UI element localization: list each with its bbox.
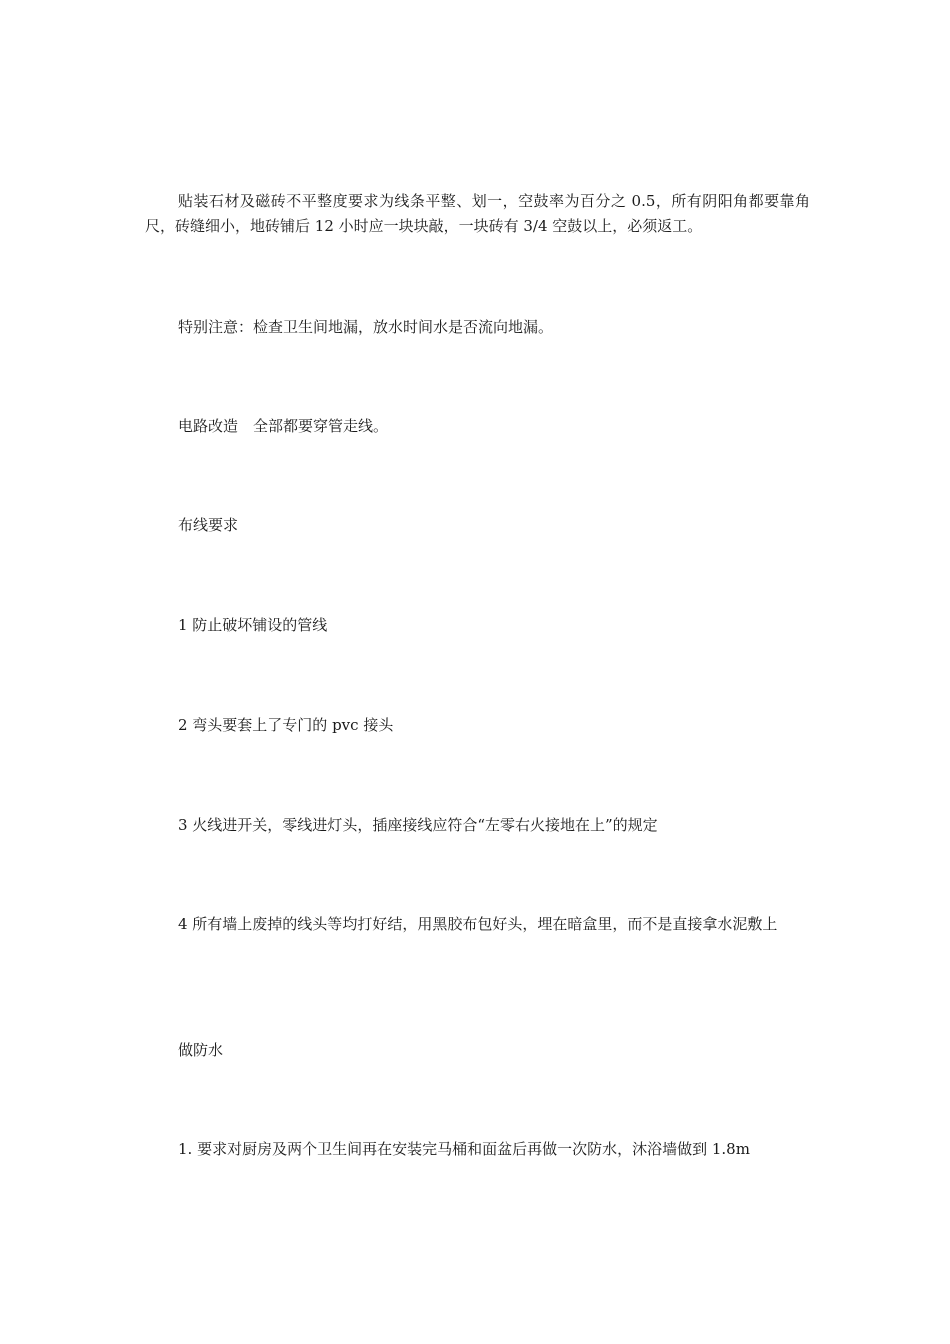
list-item-wiring-3: 3 火线进开关，零线进灯头，插座接线应符合“左零右火接地在上”的规定 xyxy=(178,816,658,834)
list-item-waterproofing-1: 1. 要求对厨房及两个卫生间再在安装完马桶和面盆后再做一次防水，沐浴墙做到 1.8m xyxy=(178,1140,750,1158)
paragraph-circuit-renovation: 电路改造 全部都要穿管走线。 xyxy=(178,417,389,435)
heading-wiring-requirements: 布线要求 xyxy=(178,516,239,534)
list-item-wiring-1: 1 防止破坏铺设的管线 xyxy=(178,616,328,634)
paragraph-tile-flatness: 贴装石材及磁砖不平整度要求为线条平整、划一，空鼓率为百分之 0.5，所有阴阳角都要靠角尺，砖缝细小，地砖铺后 12 小时应一块块敲，一块砖有 3/4 空鼓以上，必须返工。 xyxy=(145,192,810,235)
paragraph-special-note: 特别注意：检查卫生间地漏，放水时间水是否流向地漏。 xyxy=(178,318,554,336)
heading-waterproofing: 做防水 xyxy=(178,1041,224,1059)
list-item-wiring-2: 2 弯头要套上了专门的 pvc 接头 xyxy=(178,716,394,734)
list-item-wiring-4: 4 所有墙上废掉的线头等均打好结，用黑胶布包好头，埋在暗盒里，而不是直接拿水泥敷上 xyxy=(178,915,778,933)
